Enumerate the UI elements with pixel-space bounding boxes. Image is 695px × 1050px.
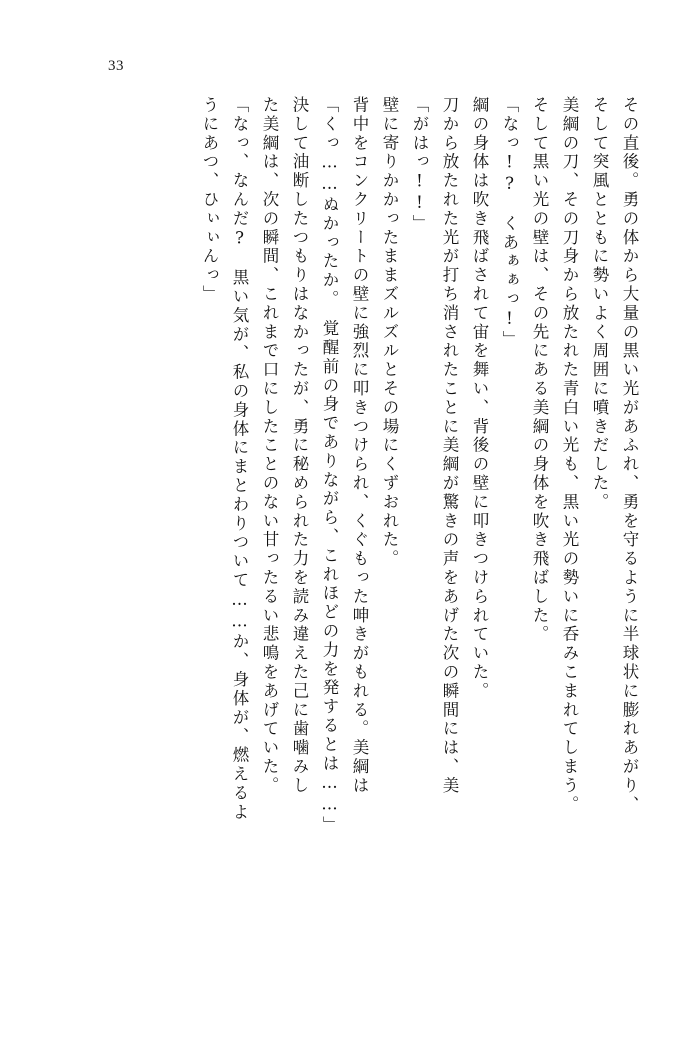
text-line: うにあつ、ひぃぃんっ」 <box>200 96 219 304</box>
text-line: 刀から放たれた光が打ち消されたことに美綱が驚きの声をあげた次の瞬間には、美 <box>440 96 459 796</box>
text-line: 「なっ、なんだ? 黒い気が、私の身体にまとわりついて……か、身体が、燃えるよ <box>230 96 249 822</box>
text-line: その直後。勇の体から大量の黒い光があふれ、勇を守るように半球状に膨れあがり、 <box>620 96 639 815</box>
text-line: 壁に寄りかかったままズルズルとその場にくずおれた。 <box>380 96 399 569</box>
text-line: た美綱は、次の瞬間、これまで口にしたことのない甘ったるい悲鳴をあげていた。 <box>260 96 279 796</box>
text-line: 美綱の刀、その刀身から放たれた青白い光も、黒い光の勢いに呑みこまれてしまう。 <box>560 96 579 815</box>
text-line: 決して油断したつもりはなかったが、勇に秘められた力を読み違えた己に歯噛みし <box>290 96 309 796</box>
page-number: 33 <box>108 58 124 74</box>
text-line: 「がはっ!!」 <box>410 96 429 234</box>
text-line: 背中をコンクリートの壁に強烈に叩きつけられ、くぐもった呻きがもれる。美綱は <box>350 96 369 796</box>
text-line: そして突風とともに勢いよく周囲に噴きだした。 <box>590 96 609 512</box>
vertical-text-body <box>62 96 637 976</box>
text-line: 「なっ!? くあぁぁっ!」 <box>500 96 519 350</box>
text-line: 綱の身体は吹き飛ばされて宙を舞い、背後の壁に叩きつけられていた。 <box>470 96 489 701</box>
text-line: そして黒い光の壁は、その先にある美綱の身体を吹き飛ばした。 <box>530 96 549 645</box>
text-line: 「くっ……ぬかったか。 覚醒前の身でありながら、これほどの力を発するとは……」 <box>320 96 339 835</box>
